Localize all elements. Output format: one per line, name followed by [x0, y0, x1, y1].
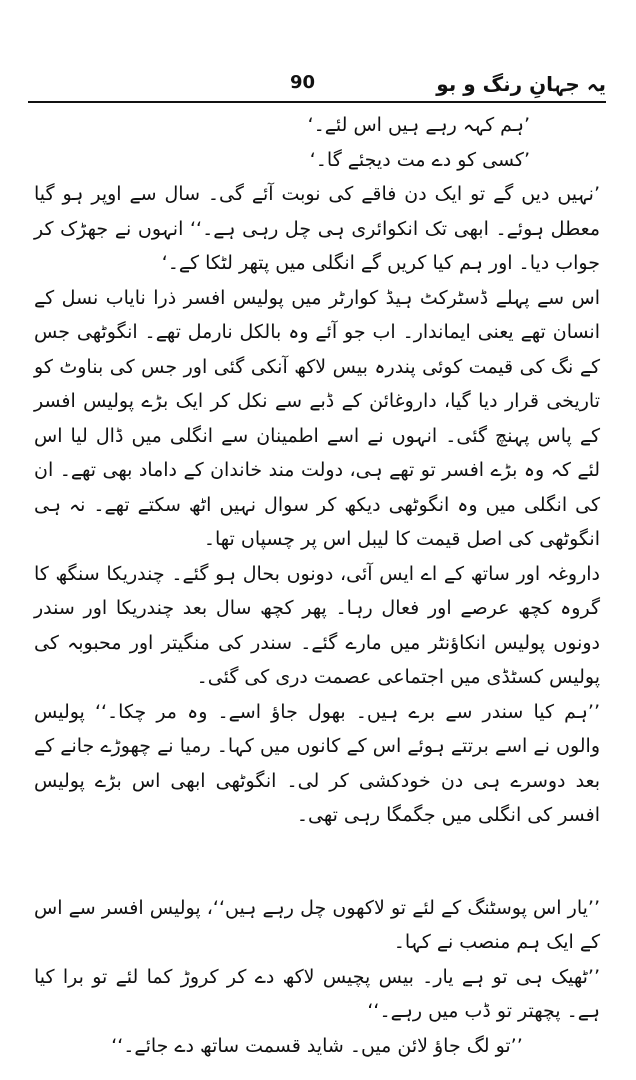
page-number: 90	[290, 72, 316, 93]
paragraph: ’ہم کہہ رہے ہیں اس لئے۔‘	[307, 114, 530, 136]
section-gap	[34, 833, 600, 891]
page-header	[28, 72, 606, 100]
paragraph: ’’ہم کیا سندر سے برے ہیں۔ بھول جاؤ اسے۔ وہ مر چکا۔‘‘ پولیس والوں نے اسے برتتے ہوئے اس کے کانوں میں کہا۔ رمیا نے چھوڑے جانے کے بعد دوسرے ہی دن خودکشی کر لی۔ انگوٹھی ابھی اس بڑے پولیس افسر کی انگلی میں جگمگا رہی تھی۔	[34, 700, 600, 826]
paragraph: ’’ٹھیک ہی تو ہے یار۔ بیس پچیس لاکھ دے کر کروڑ کما لئے تو برا کیا ہے۔ پچھتر تو ڈب میں رہے۔‘‘	[34, 965, 600, 1022]
paragraph: ’کسی کو دے مت دیجئے گا۔‘	[309, 148, 530, 171]
page-body	[34, 108, 600, 1063]
paragraph: ’نہیں دیں گے تو ایک دن فاقے کی نوبت آئے گی۔ سال سے اوپر ہو گیا معطل ہوئے۔ ابھی تک انکوائری ہی چل رہی ہے۔‘‘ انہوں نے جھڑک کر جواب دیا۔ اور ہم کیا کریں گے انگلی میں پتھر لٹکا کے۔‘	[34, 183, 600, 274]
paragraph: ’’تو لگ جاؤ لائن میں۔ شاید قسمت ساتھ دے جائے۔‘‘	[111, 1034, 523, 1057]
paragraph: ’’یار اس پوسٹنگ کے لئے تو لاکھوں چل رہے ہیں‘‘، پولیس افسر سے اس کے ایک ہم منصب نے کہا۔	[34, 896, 600, 953]
paragraph: اس سے پہلے ڈسٹرکٹ ہیڈ کوارٹر میں پولیس افسر ذرا نایاب نسل کے انسان تھے یعنی ایماندار۔ اب جو آئے وہ بالکل نارمل تھے۔ انگوٹھی جس کے نگ کی قیمت کوئی پندرہ بیس لاکھ آنکی گئی اور جس کی بناوٹ کو تاریخی قرار دیا گیا، داروغائن کے ڈبے سے نکل کر ایک بڑے پولیس افسر کے پاس پہنچ گئی۔ انہوں نے اسے اطمینان سے انگلی میں ڈال لیا اس لئے کہ وہ بڑے افسر تو تھے ہی، دولت مند خاندان کے داماد بھی تھے۔ ان کی انگلی میں وہ انگوٹھی دیکھ کر سوال نہیں اٹھ سکتے تھے۔ نہ ہی انگوٹھی کی اصل قیمت کا لیبل اس پر چسپاں تھا۔	[34, 286, 600, 550]
header-rule	[28, 101, 606, 103]
paragraph: داروغہ اور ساتھ کے اے ایس آئی، دونوں بحال ہو گئے۔ چندریکا سنگھ کا گروہ کچھ عرصے اور فعال رہا۔ پھر کچھ سال بعد چندریکا اور سندر دونوں پولیس انکاؤنٹر میں مارے گئے۔ سندر کی منگیتر اور محبوبہ کی پولیس کسٹڈی میں اجتماعی عصمت دری کی گئی۔	[34, 562, 600, 688]
running-title: یہ جہانِ رنگ و بو	[436, 72, 606, 96]
